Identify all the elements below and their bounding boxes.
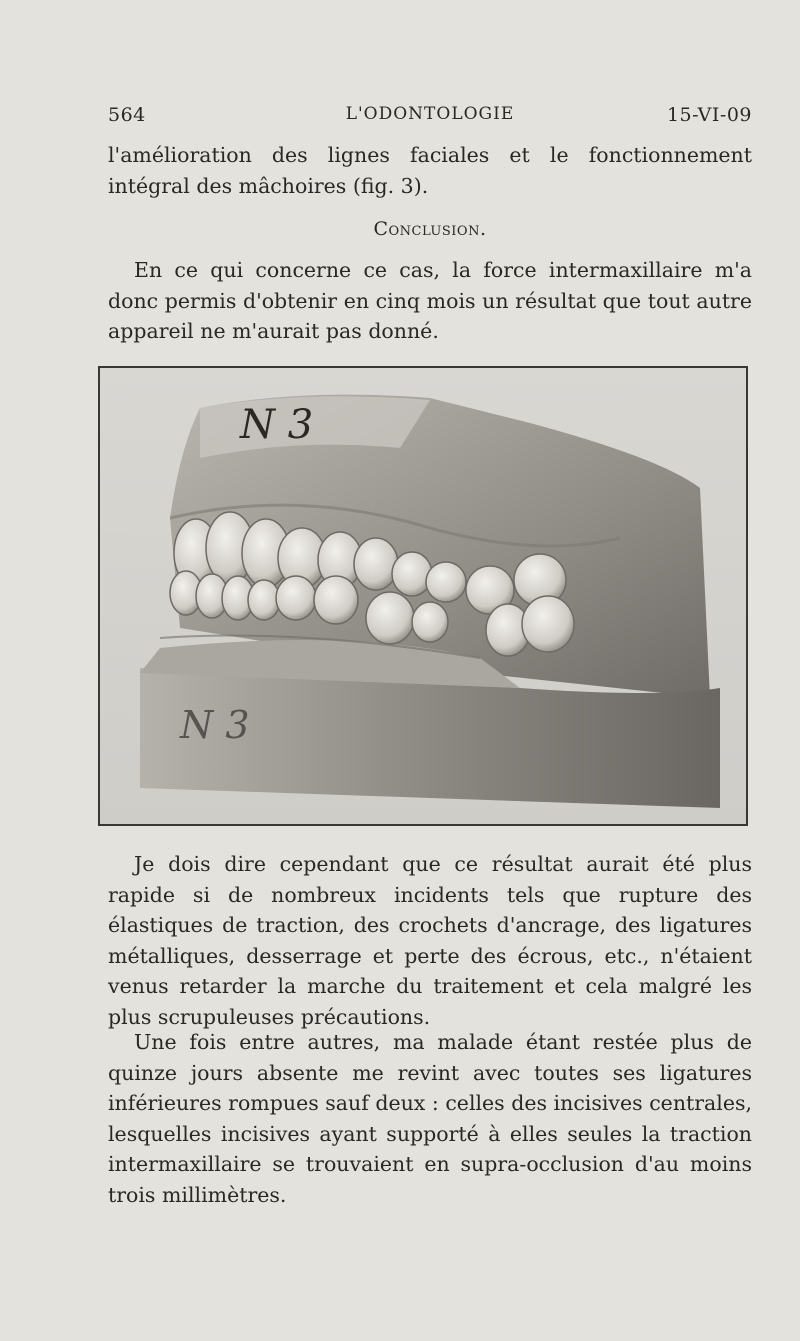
running-header (108, 104, 752, 134)
intro-paragraph: l'amélioration des lignes faciales et le fonctionnement intégral des mâchoires (fig. 3). (108, 143, 752, 198)
conclusion-heading: Conclusion. (373, 218, 487, 240)
upper-cast-label: N 3 (240, 402, 314, 448)
conclusion-paragraph: En ce qui concerne ce cas, la force intermaxillaire m'a donc permis d'obtenir en cinq mois un résultat que tout autre appareil ne m'aurait pas donné. (108, 258, 752, 343)
journal-title: L'ODONTOLOGIE (345, 104, 515, 124)
body-paragraph-1: Je dois dire cependant que ce résultat aurait été plus rapide si de nombreux incidents tels que rupture des élastiques de traction, des crochets d'ancrage, des ligatures métalliques, desserrage et perte des écrous, etc., n'étaient venus retarder la marche du traitement et cela malgré les plus scrupuleuses précautions. (108, 852, 752, 1029)
dental-cast-illustration (100, 368, 746, 824)
body-paragraph-2: Une fois entre autres, ma malade étant restée plus de quinze jours absente me revint avec toutes ses ligatures inférieures rompues sauf deux : celles des incisives centrales, lesquelles incisives ayant supporté à elles seules la traction intermaxillaire se trouvaient en supra-occlusion d'au moins trois millimètres. (108, 1030, 752, 1207)
issue-date: 15-VI-09 (666, 104, 752, 126)
dental-cast-photograph (98, 366, 748, 826)
lower-cast-label: N 3 (180, 703, 250, 747)
page-number: 564 (108, 104, 146, 126)
